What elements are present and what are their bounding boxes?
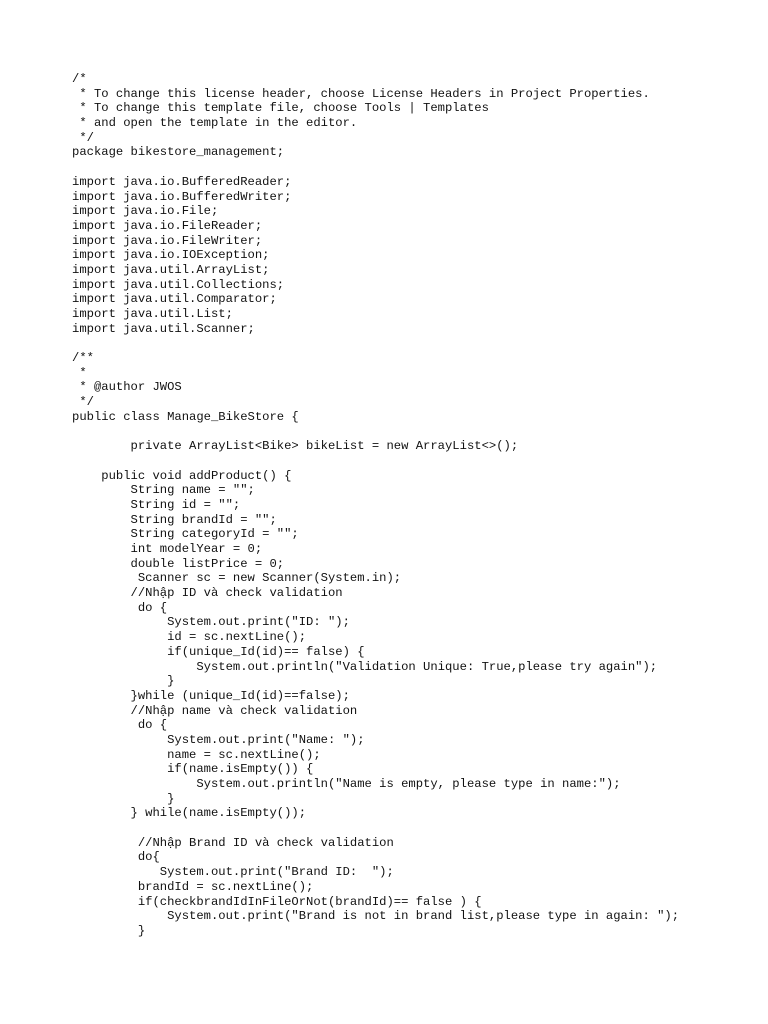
code-line: import java.util.List; [72,307,233,321]
code-line: do{ [72,850,160,865]
code-line: String categoryId = ""; [72,527,299,542]
code-line [72,821,748,836]
code-line: */ [72,395,94,410]
code-line: import java.util.Collections; [72,277,285,292]
code-line: import java.util.Scanner; [72,321,255,336]
code-line: System.out.println("Validation Unique: True,please try again"); [72,659,658,674]
code-line: } [72,791,175,806]
code-line: String name = ""; [72,483,255,498]
code-line: brandId = sc.nextLine(); [72,879,314,894]
code-line: String brandId = ""; [72,512,277,527]
code-line: System.out.print("Brand ID: "); [72,865,394,880]
code-line: /** [72,351,94,366]
code-line: System.out.print("ID: "); [72,615,350,630]
code-line: Scanner sc = new Scanner(System.in); [72,571,402,586]
code-line: public void addProduct() { [72,468,292,483]
code-line: /* [72,72,87,86]
code-line: do { [72,718,168,733]
code-line: import java.io.FileReader; [72,218,263,233]
code-document [72,72,748,939]
code-line: }while (unique_Id(id)==false); [72,688,350,703]
code-line: import java.io.FileWriter; [72,233,263,248]
code-line: import java.io.File; [72,204,219,219]
code-line: if(unique_Id(id)== false) { [72,644,365,659]
code-line: System.out.println("Name is empty, please type in name:"); [72,777,621,791]
code-line: import java.util.Comparator; [72,292,277,307]
code-line: //Nhập ID và check validation [72,586,343,601]
code-line: * @author JWOS [72,380,182,395]
code-line: name = sc.nextLine(); [72,747,321,762]
code-line: id = sc.nextLine(); [72,630,307,645]
code-line: //Nhập Brand ID và check validation [72,835,394,850]
code-line [72,425,748,440]
code-line: //Nhập name và check validation [72,703,358,718]
code-line: * To change this license header, choose License Headers in Project Properties. [72,86,650,101]
code-line: public class Manage_BikeStore { [72,409,299,424]
code-line: private ArrayList<Bike> bikeList = new ArrayList<>(); [72,439,519,454]
code-line: package bikestore_management; [72,145,285,160]
code-line: } [72,923,146,938]
code-line: * [72,365,87,380]
code-line [72,160,748,175]
code-line: do { [72,600,168,615]
code-line [72,336,748,351]
code-line: System.out.print("Brand is not in brand list,please type in again: "); [72,909,680,924]
code-line: System.out.print("Name: "); [72,732,365,747]
code-line: import java.util.ArrayList; [72,262,270,277]
code-line: import java.io.BufferedWriter; [72,189,292,204]
code-line: */ [72,130,94,145]
code-line: } [72,674,175,689]
code-line: int modelYear = 0; [72,542,263,556]
code-line: import java.io.IOException; [72,248,270,263]
code-line: } while(name.isEmpty()); [72,806,307,821]
code-line: import java.io.BufferedReader; [72,174,292,189]
code-line [72,454,748,469]
code-line: if(checkbrandIdInFileOrNot(brandId)== false ) { [72,894,482,909]
code-line: * To change this template file, choose Tools | Templates [72,101,489,116]
code-line: * and open the template in the editor. [72,116,358,131]
code-line: String id = ""; [72,497,241,512]
code-line: if(name.isEmpty()) { [72,762,314,777]
code-line: double listPrice = 0; [72,556,285,571]
